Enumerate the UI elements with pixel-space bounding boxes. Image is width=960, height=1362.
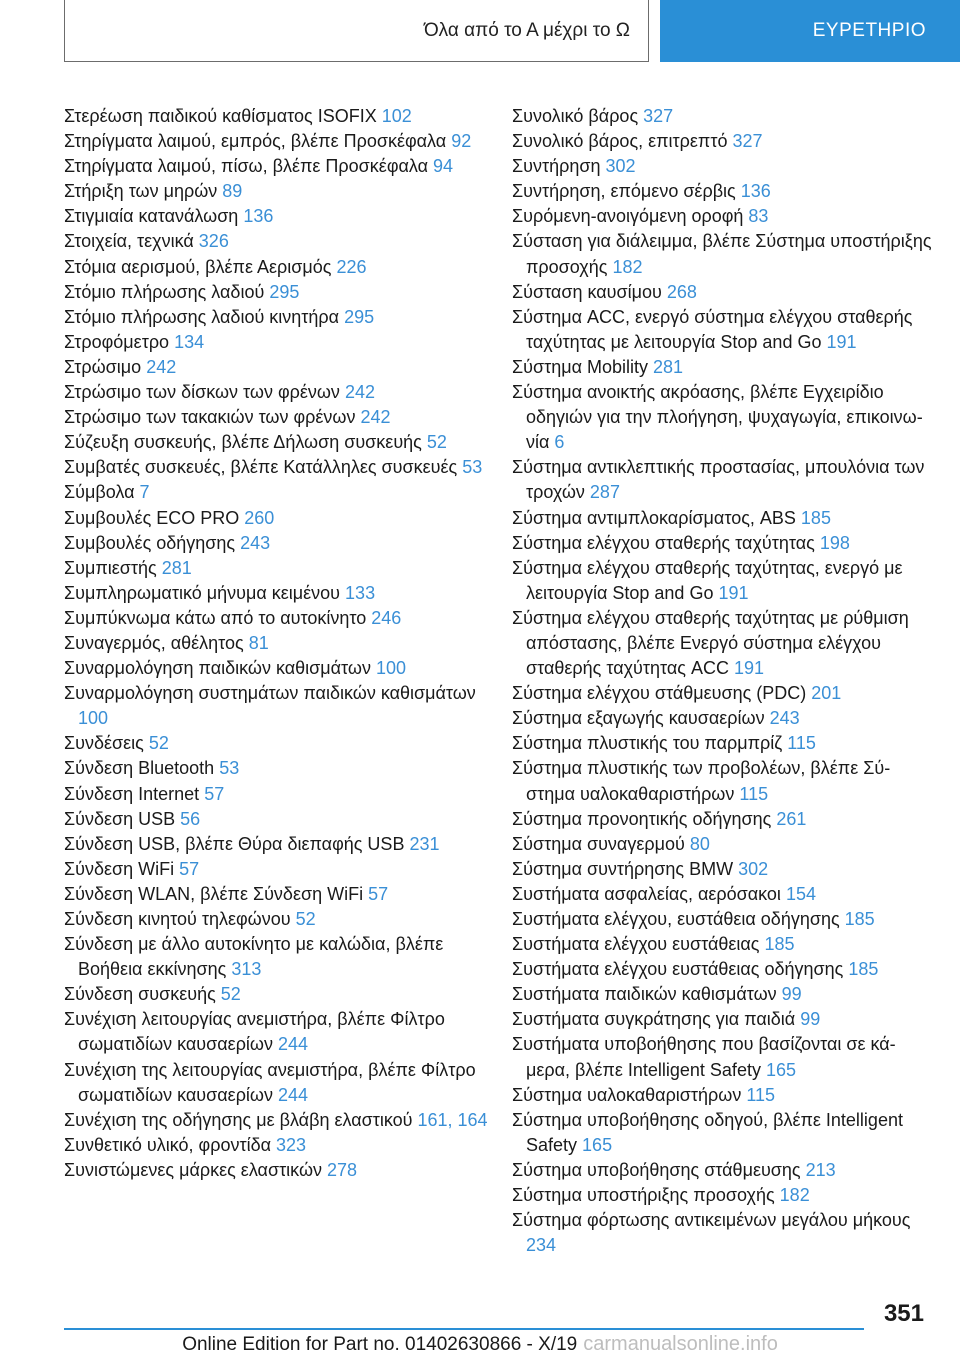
- index-term: Στερέωση παιδικού καθίσματος ISOFIX: [64, 106, 377, 126]
- page-reference-link[interactable]: 226: [336, 256, 367, 277]
- index-term: Στρώσιμο των δίσκων των φρένων: [64, 382, 340, 403]
- page-reference-link[interactable]: 268: [666, 281, 697, 302]
- index-term: Συνιστώμενες μάρκες ελαστικών: [64, 1159, 323, 1180]
- index-term: Σύσταση για διάλειμμα, βλέπε Σύστημα υποστήριξης προσοχής: [512, 231, 932, 277]
- index-term: Στρώσιμο: [64, 356, 142, 377]
- index-entry: [512, 380, 932, 455]
- page-reference-link[interactable]: 182: [779, 1185, 810, 1206]
- index-term: Συνέχιση της λειτουργίας ανεμιστήρα, βλέπε Φίλτρο σωματιδίων καυσαερίων: [64, 1059, 476, 1105]
- index-entry: [512, 204, 932, 229]
- page-reference-link[interactable]: 89: [222, 181, 243, 202]
- page-reference-link[interactable]: 182: [612, 256, 643, 277]
- page-reference-link[interactable]: 100: [375, 658, 407, 679]
- index-entry: [512, 606, 932, 681]
- page-reference-link[interactable]: 52: [220, 984, 241, 1005]
- index-entry: [64, 506, 494, 531]
- index-entry: [64, 882, 494, 907]
- index-term: Σύστημα φόρτωσης αντικειμένων μεγάλου μήκους: [512, 1210, 911, 1231]
- index-term: Σύστημα προνοητικής οδήγησης: [512, 808, 772, 829]
- index-entry: [512, 556, 932, 606]
- page-reference-link[interactable]: 92: [451, 131, 472, 152]
- index-entry: [512, 731, 932, 756]
- index-term: Στρώσιμο των τακακιών των φρένων: [64, 407, 356, 428]
- page-reference-link[interactable]: 53: [462, 457, 483, 478]
- index-entry: [64, 154, 494, 179]
- index-term: Στροφόμετρο: [64, 331, 170, 352]
- index-term: Συστήματα παιδικών καθισμάτων: [512, 984, 777, 1005]
- footer-divider: [64, 1328, 864, 1330]
- index-term: Σύστημα υποβοήθησης στάθμευσης: [512, 1159, 801, 1180]
- index-term: Στιγμιαία κατανάλωση: [64, 206, 239, 227]
- index-term: Συστήματα συγκράτησης για παιδιά: [512, 1009, 796, 1030]
- page-reference-link[interactable]: 242: [146, 356, 177, 377]
- page-reference-link[interactable]: 243: [769, 708, 800, 729]
- index-term: Σύνδεση WLAN, βλέπε Σύνδεση WiFi: [64, 883, 364, 904]
- page-reference-link[interactable]: 295: [344, 306, 375, 327]
- page-reference-link[interactable]: 161, 164: [417, 1109, 488, 1130]
- index-term: Σύνδεση Bluetooth: [64, 758, 215, 779]
- page-reference-link[interactable]: 57: [179, 858, 200, 879]
- index-entry: [64, 556, 494, 581]
- page-reference-link[interactable]: 165: [582, 1134, 613, 1155]
- page-reference-link[interactable]: 302: [738, 858, 769, 879]
- index-entry: [64, 129, 494, 154]
- page-reference-link[interactable]: 191: [718, 582, 749, 603]
- index-term: Σύστημα υποστήριξης προσοχής: [512, 1185, 775, 1206]
- page-reference-link[interactable]: 234: [526, 1235, 557, 1256]
- az-tab[interactable]: [64, 0, 649, 62]
- index-entry: [512, 706, 932, 731]
- index-term: Σύστημα υαλοκαθαριστήρων: [512, 1084, 742, 1105]
- index-term: Συναρμολόγηση παιδικών καθισμάτων: [64, 658, 371, 679]
- page-reference-link[interactable]: 243: [240, 532, 271, 553]
- index-entry: [64, 204, 494, 229]
- page-reference-link[interactable]: 242: [360, 407, 391, 428]
- index-term: Σύνδεση USB, βλέπε Θύρα διεπαφής USB: [64, 833, 405, 854]
- index-entry: [64, 581, 494, 606]
- index-term: Συμβουλές οδήγησης: [64, 532, 236, 553]
- index-entry: [512, 104, 932, 129]
- page-reference-link[interactable]: 323: [276, 1134, 307, 1155]
- index-term: Συμβουλές ECO PRO: [64, 507, 240, 528]
- index-term: Σύστημα αντικλεπτικής προστασίας, μπουλόνια των τροχών: [512, 457, 925, 503]
- page-reference-link[interactable]: 295: [269, 281, 300, 302]
- page-reference-link[interactable]: 246: [371, 607, 402, 628]
- index-term: Στήριξη των μηρών: [64, 181, 218, 202]
- index-term: Σύνδεση με άλλο αυτοκίνητο με καλώδια, βλέπε Βοήθεια εκκίνησης: [64, 934, 444, 980]
- page-reference-link[interactable]: 100: [78, 708, 109, 729]
- page-reference-link[interactable]: 154: [785, 883, 816, 904]
- index-entry: [64, 1133, 494, 1158]
- index-entry: [64, 932, 494, 982]
- page-reference-link[interactable]: 213: [805, 1159, 836, 1180]
- index-entry: [512, 229, 932, 279]
- index-term: Στόμιο πλήρωσης λαδιού: [64, 281, 265, 302]
- page-reference-link[interactable]: 327: [732, 131, 763, 152]
- index-term: Σύστημα ελέγχου σταθερής ταχύτητας: [512, 532, 815, 553]
- index-term: Συνέχιση της οδήγησης με βλάβη ελαστικού: [64, 1109, 413, 1130]
- index-term: Συμπληρωματικό μήνυμα κειμένου: [64, 582, 341, 603]
- index-term: Συντήρηση, επόμενο σέρβις: [512, 181, 736, 202]
- page-reference-link[interactable]: 185: [844, 909, 875, 929]
- index-entry: [64, 656, 494, 681]
- page-reference-link[interactable]: 231: [409, 833, 440, 854]
- index-term: Συστήματα ελέγχου, ευστάθεια οδήγησης: [512, 909, 840, 929]
- index-term: Συστήματα ασφαλείας, αερόσακοι: [512, 883, 781, 904]
- index-entry: [64, 255, 494, 280]
- page-reference-link[interactable]: 102: [381, 106, 412, 126]
- index-term: Σύνδεση WiFi: [64, 858, 175, 879]
- index-entry: [64, 380, 494, 405]
- index-entry: [512, 1007, 932, 1032]
- footer: [0, 1333, 960, 1356]
- page-reference-link[interactable]: 287: [589, 482, 620, 503]
- page-reference-link[interactable]: 57: [204, 783, 225, 804]
- index-entry: [512, 1158, 932, 1183]
- index-term: Στηρίγματα λαιμού, εμπρός, βλέπε Προσκέφαλα: [64, 131, 447, 152]
- index-entry: [64, 832, 494, 857]
- index-entry: [512, 907, 932, 932]
- index-term: Σύστημα αντιμπλοκαρίσματος, ABS: [512, 507, 796, 528]
- index-entry: [64, 756, 494, 781]
- page-reference-link[interactable]: 191: [826, 331, 857, 352]
- index-tab-label: ΕΥΡΕΤΗΡΙΟ: [812, 20, 926, 41]
- index-entry: [64, 1058, 494, 1108]
- index-entry: [64, 280, 494, 305]
- page-reference-link[interactable]: 115: [787, 733, 816, 754]
- index-entry: [64, 606, 494, 631]
- index-entry: [512, 280, 932, 305]
- page-reference-link[interactable]: 185: [800, 507, 831, 528]
- index-entry: [64, 1158, 494, 1183]
- index-term: Συνέχιση λειτουργίας ανεμιστήρα, βλέπε Φίλτρο σωματιδίων καυσαερίων: [64, 1009, 445, 1055]
- index-term: Σύζευξη συσκευής, βλέπε Δήλωση συσκευής: [64, 432, 422, 453]
- page-reference-link[interactable]: 244: [278, 1084, 309, 1105]
- index-entry: [512, 982, 932, 1007]
- index-term: Σύσταση καυσίμου: [512, 281, 662, 302]
- index-entry: [64, 857, 494, 882]
- index-entry: [512, 355, 932, 380]
- index-entry: [512, 305, 932, 355]
- index-tab[interactable]: [660, 0, 960, 62]
- page-reference-link[interactable]: 94: [433, 156, 454, 177]
- index-term: Συνδέσεις: [64, 733, 144, 754]
- index-entry: [512, 455, 932, 505]
- index-term: Συμβατές συσκευές, βλέπε Κατάλληλες συσκευές: [64, 457, 458, 478]
- page-reference-link[interactable]: 136: [740, 181, 771, 202]
- page-reference-link[interactable]: 242: [344, 382, 375, 403]
- page-reference-link[interactable]: 52: [426, 432, 447, 453]
- page-reference-link[interactable]: 136: [243, 206, 274, 227]
- index-entry: [512, 1108, 932, 1158]
- index-entry: [512, 1083, 932, 1108]
- index-term: Σύστημα συντήρησης BMW: [512, 858, 734, 879]
- index-entry: [64, 531, 494, 556]
- index-term: Συνθετικό υλικό, φροντίδα: [64, 1134, 271, 1155]
- page-reference-link[interactable]: 133: [345, 582, 376, 603]
- page-reference-link[interactable]: 260: [244, 507, 275, 528]
- index-term: Στηρίγματα λαιμού, πίσω, βλέπε Προσκέφαλα: [64, 156, 429, 177]
- index-entry: [512, 154, 932, 179]
- index-term: Σύνδεση USB: [64, 808, 176, 829]
- index-entry: [64, 731, 494, 756]
- index-term: Σύστημα Mobility: [512, 356, 648, 377]
- index-entry: [64, 179, 494, 204]
- page-reference-link[interactable]: 115: [739, 783, 769, 804]
- index-term: Σύστημα ελέγχου σταθερής ταχύτητας με ρύθμιση απόστασης, βλέπε Ενεργό σύστημα ελέγχου σταθερής ταχύτητας ACC: [512, 607, 909, 679]
- index-entry: [512, 756, 932, 806]
- page-reference-link[interactable]: 81: [248, 632, 269, 653]
- page-reference-link[interactable]: 165: [765, 1059, 797, 1080]
- index-entry: [64, 405, 494, 430]
- index-term: Συστήματα ελέγχου ευστάθειας: [512, 934, 760, 955]
- page-reference-link[interactable]: 7: [139, 482, 150, 503]
- index-entry: [512, 1208, 932, 1258]
- page-reference-link[interactable]: 302: [605, 156, 636, 177]
- index-term: Σύστημα ελέγχου σταθερής ταχύτητας, ενεργό με λειτουργία Stop and Go: [512, 557, 903, 603]
- az-tab-label: Όλα από το Α μέχρι το Ω: [423, 19, 630, 41]
- index-entry: [64, 631, 494, 656]
- index-entry: [512, 882, 932, 907]
- page-reference-link[interactable]: 53: [219, 758, 240, 779]
- page-reference-link[interactable]: 115: [746, 1084, 776, 1105]
- page-reference-link[interactable]: 281: [653, 356, 684, 377]
- page-reference-link[interactable]: 281: [161, 557, 192, 578]
- index-term: Συνολικό βάρος, επιτρεπτό: [512, 131, 728, 152]
- index-term: Συρόμενη-ανοιγόμενη οροφή: [512, 206, 744, 227]
- index-term: Σύστημα εξαγωγής καυσαερίων: [512, 708, 765, 729]
- index-term: Σύνδεση Internet: [64, 783, 200, 804]
- page-reference-link[interactable]: 261: [776, 808, 807, 829]
- index-term: Συστήματα ελέγχου ευστάθειας οδήγησης: [512, 959, 844, 980]
- page-reference-link[interactable]: 326: [198, 231, 229, 252]
- index-term: Σύστημα ACC, ενεργό σύστημα ελέγχου σταθερής ταχύτητας με λειτουργία Stop and Go: [512, 306, 913, 352]
- index-term: Σύστημα ελέγχου στάθμευσης (PDC): [512, 683, 807, 704]
- page-reference-link[interactable]: 313: [231, 959, 262, 980]
- index-entry: [512, 681, 932, 706]
- index-entry: [64, 807, 494, 832]
- index-entry: [512, 179, 932, 204]
- index-term: Συνολικό βάρος: [512, 106, 639, 126]
- page-reference-link[interactable]: 57: [368, 883, 389, 904]
- index-entry: [512, 857, 932, 882]
- page-reference-link[interactable]: 201: [811, 683, 842, 704]
- index-entry: [64, 330, 494, 355]
- page-reference-link[interactable]: 278: [327, 1159, 358, 1180]
- page-reference-link[interactable]: 198: [819, 532, 850, 553]
- index-term: Συναγερμός, αθέλητος: [64, 632, 244, 653]
- page-reference-link[interactable]: 80: [689, 833, 710, 854]
- index-entry: [64, 104, 494, 129]
- index-entry: [512, 1183, 932, 1208]
- index-entry: [64, 480, 494, 505]
- page-reference-link[interactable]: 99: [800, 1009, 821, 1030]
- index-term: Σύστημα πλυστικής του παρμπρίζ: [512, 733, 783, 754]
- index-entry: [64, 782, 494, 807]
- index-entry: [512, 531, 932, 556]
- page-reference-link[interactable]: 191: [733, 658, 765, 679]
- index-column-right: [512, 104, 932, 1258]
- index-term: Σύνδεση κινητού τηλεφώνου: [64, 909, 291, 929]
- index-term: Συμπύκνωμα κάτω από το αυτοκίνητο: [64, 607, 367, 628]
- index-term: Σύστημα πλυστικής των προβολέων, βλέπε Σύστημα υαλοκαθαριστήρων: [512, 758, 891, 804]
- index-entry: [64, 1007, 494, 1057]
- page-reference-link[interactable]: 185: [764, 934, 795, 955]
- index-entry: [64, 1108, 494, 1133]
- index-entry: [512, 807, 932, 832]
- page-reference-link[interactable]: 134: [174, 331, 205, 352]
- index-term: Συστήματα υποβοήθησης που βασίζονται σε κάμερα, βλέπε Intelligent Safety: [512, 1034, 896, 1080]
- index-term: Σύστημα υποβοήθησης οδηγού, βλέπε Intelligent Safety: [512, 1109, 903, 1155]
- page-reference-link[interactable]: 99: [781, 984, 802, 1005]
- index-entry: [64, 455, 494, 480]
- index-term: Συντήρηση: [512, 156, 601, 177]
- index-term: Στόμιο πλήρωσης λαδιού κινητήρα: [64, 306, 340, 327]
- index-entry: [512, 932, 932, 957]
- index-term: Σύστημα ανοικτής ακρόασης, βλέπε Εγχειρίδιο οδηγιών για την πλοήγηση, ψυχαγωγία, επικοινωνία: [512, 382, 923, 453]
- index-entry: [64, 907, 494, 932]
- index-term: Στοιχεία, τεχνικά: [64, 231, 194, 252]
- index-entry: [64, 430, 494, 455]
- page-reference-link[interactable]: 52: [295, 909, 316, 929]
- index-term: Συμπιεστής: [64, 557, 157, 578]
- index-entry: [512, 832, 932, 857]
- index-entry: [512, 957, 932, 982]
- page-reference-link[interactable]: 56: [180, 808, 201, 829]
- edition-note: Online Edition for Part no. 01402630866 - X/19: [182, 1334, 578, 1355]
- index-entry: [512, 506, 932, 531]
- index-term: Στόμια αερισμού, βλέπε Αερισμός: [64, 256, 332, 277]
- page-reference-link[interactable]: 185: [848, 959, 879, 980]
- index-column-left: [64, 104, 494, 1183]
- index-term: Σύνδεση συσκευής: [64, 984, 216, 1005]
- index-entry: [512, 129, 932, 154]
- index-entry: [64, 305, 494, 330]
- index-entry: [64, 229, 494, 254]
- index-entry: [512, 1032, 932, 1082]
- index-entry: [64, 681, 494, 731]
- page-reference-link[interactable]: 244: [278, 1034, 309, 1055]
- page-reference-link[interactable]: 52: [148, 733, 169, 754]
- index-entry: [64, 355, 494, 380]
- index-entry: [64, 982, 494, 1007]
- watermark: carmanualsonline.info: [583, 1333, 778, 1355]
- page-reference-link[interactable]: 327: [643, 106, 674, 126]
- index-term: Σύμβολα: [64, 482, 135, 503]
- index-term: Σύστημα συναγερμού: [512, 833, 685, 854]
- index-term: Συναρμολόγηση συστημάτων παιδικών καθισμάτων: [64, 683, 476, 704]
- page-reference-link[interactable]: 83: [748, 206, 769, 227]
- page-reference-link[interactable]: 6: [554, 432, 565, 453]
- page-number: 351: [883, 1300, 924, 1327]
